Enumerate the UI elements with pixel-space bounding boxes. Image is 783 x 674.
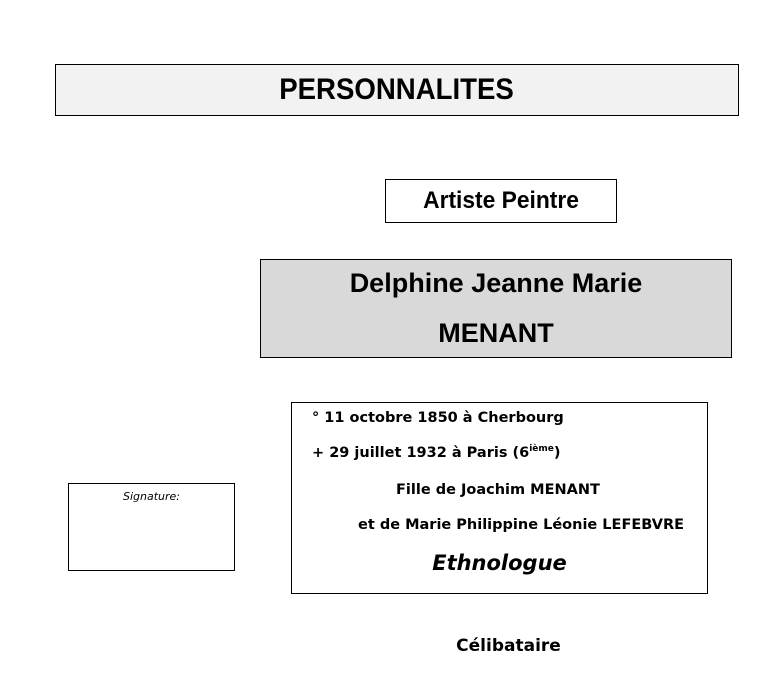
role-label: Artiste Peintre	[423, 187, 579, 214]
mother-info: et de Marie Philippine Léonie LEFEBVRE	[358, 517, 685, 533]
father-info: Fille de Joachim MENANT	[396, 482, 600, 498]
signature-label: Signature:	[122, 490, 180, 503]
biography-box	[291, 402, 708, 594]
marital-status: Célibataire	[456, 636, 561, 656]
death-info-main: + 29 juillet 1932 à Paris (6	[312, 445, 530, 461]
death-info	[312, 445, 561, 461]
person-given-names: Delphine Jeanne Marie	[349, 268, 643, 298]
death-info-superscript: ième	[529, 444, 554, 455]
profession-label: Ethnologue	[432, 551, 567, 575]
death-info-suffix: )	[553, 445, 561, 461]
page-title-box	[55, 64, 739, 116]
person-surname: MENANT	[438, 318, 554, 348]
role-box	[385, 179, 617, 223]
signature-box	[68, 483, 235, 571]
page-title: PERSONNALITES	[279, 73, 515, 106]
person-name-box	[260, 259, 732, 358]
birth-info: ° 11 octobre 1850 à Cherbourg	[312, 410, 564, 426]
